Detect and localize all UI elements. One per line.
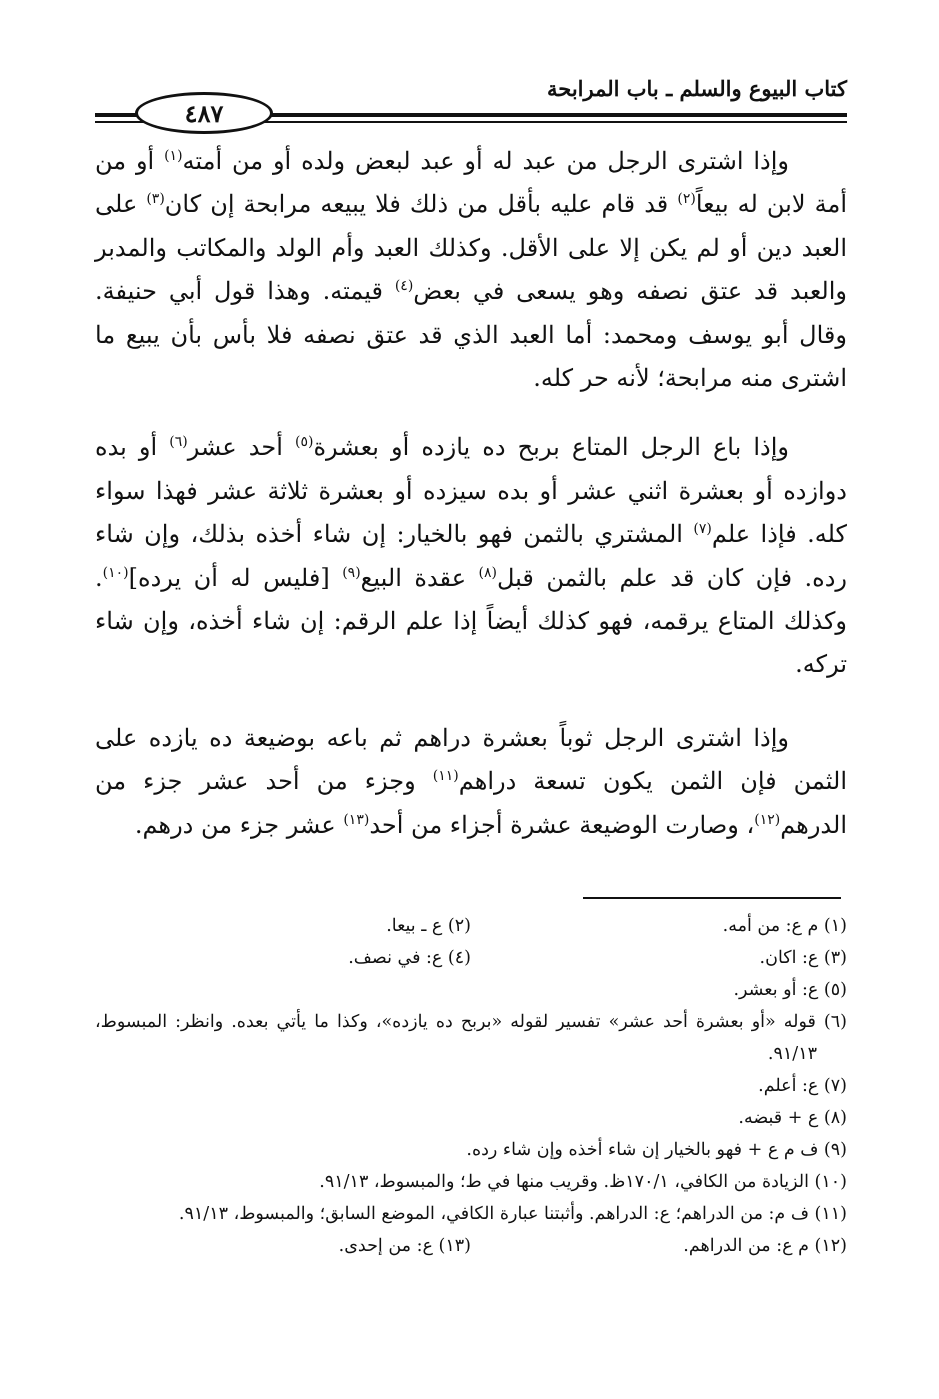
footnote-marker: (٣) <box>146 191 165 208</box>
footnote: (٧) ع: أعلم. <box>758 1076 847 1096</box>
page-number: ٤٨٧ <box>184 98 224 128</box>
text-run: قد قام عليه بأقل من ذلك فلا يبيعه مرابحة إن كان <box>164 190 678 219</box>
footnote: (٨) ع + قبضه. <box>738 1108 847 1128</box>
footnote: (٩) ف م ع + فهو بالخيار إن شاء أخذه وإن شاء رده. <box>466 1140 847 1160</box>
text-run: وجزء من أحد عشر جزء من الدرهم <box>95 767 847 839</box>
footnote-marker: (٦) <box>169 434 188 451</box>
text-run: المشتري بالثمن فهو بالخيار: إن شاء أخذه بذلك، وإن شاء رده. فإن كان قد علم بالثمن قبل <box>95 520 847 592</box>
page-number-badge <box>135 92 273 134</box>
footnote-marker: (١٣) <box>343 811 370 828</box>
footnote-marker: (٧) <box>693 521 712 538</box>
footnote-marker: (١) <box>164 148 183 164</box>
footnote-row <box>95 942 847 974</box>
footnote: (٤) ع: في نصف. <box>348 948 471 968</box>
paragraph <box>95 426 847 686</box>
footnote: (٣) ع: اكان. <box>759 948 847 968</box>
footnote-marker: (١٢) <box>754 811 781 828</box>
footnote-marker: (١٠) <box>102 564 129 581</box>
footnotes <box>95 910 847 1262</box>
footnote: (١٢) م ع: من الدراهم. <box>683 1236 847 1256</box>
running-title: كتاب البيوع والسلم ـ باب المرابحة <box>547 76 847 101</box>
text-run: عقدة البيع <box>360 563 479 592</box>
footnote-separator <box>583 897 841 899</box>
text-run: قيمته. وهذا قول أبي حنيفة. وقال أبو يوسف ومحمد: أما العبد الذي قد عتق نصفه فلا بأس بأن يبيع ما اشترى منه مرابحة؛ لأنه حر كله. <box>95 277 847 393</box>
footnote-row <box>95 1230 847 1262</box>
footnote-marker: (٥) <box>295 434 314 451</box>
text-run: وإذا باع الرجل المتاع بربح ده يازده أو بعشرة <box>313 433 789 462</box>
paragraph <box>95 140 847 400</box>
page-header <box>95 70 847 130</box>
text-run: أو من أمة لابن له بيعاً <box>95 147 847 219</box>
footnote: (٦) قوله «أو بعشرة أحد عشر» تفسير لقوله «بربح ده يازده»، وكذا ما يأتي بعده. وانظر: المبسوط، ٩١/١٣. <box>95 1012 847 1064</box>
text-run: أو بده دوازده أو بعشرة اثني عشر أو بده سيزده أو بعشرة ثلاثة عشر فهذا سواء كله. فإذا علم <box>95 433 847 549</box>
footnote: (١٠) الزيادة من الكافي، ١٧٠/١ظ. وقريب منها في ط؛ والمبسوط، ٩١/١٣. <box>319 1172 847 1192</box>
text-run: عشر جزء من درهم. <box>134 810 344 839</box>
footnote: (٥) ع: أو بعشر. <box>733 980 847 1000</box>
text-run: أحد عشر <box>187 433 295 462</box>
footnote-marker: (١١) <box>432 768 459 785</box>
text-run: ، وصارت الوضيعة عشرة أجزاء من أحد <box>369 810 755 839</box>
footnote: (١٣) ع: من إحدى. <box>338 1236 471 1256</box>
main-text <box>95 140 847 847</box>
paragraph <box>95 717 847 847</box>
footnote: (١) م ع: من أمه. <box>722 916 847 936</box>
text-run: . وكذلك المتاع يرقمه، فهو كذلك أيضاً إذا علم الرقم: إن شاء أخذه، وإن شاء تركه. <box>95 563 847 679</box>
text-run: وإذا اشترى الرجل من عبد له أو عبد لبعض ولده أو من أمته <box>182 147 789 175</box>
text-run: وإذا اشترى الرجل ثوباً بعشرة دراهم ثم باعه بوضيعة ده يازده على الثمن فإن الثمن يكون تسعة دراهم <box>95 723 847 796</box>
footnote: (١١) ف م: من الدراهم؛ ع: الدراهم. وأثبتنا عبارة الكافي، الموضع السابق؛ والمبسوط، ٩١/١٣. <box>178 1204 847 1224</box>
footnote: (٢) ع ـ بيعا. <box>386 916 471 936</box>
text-run: [فليس له أن يرده] <box>128 563 343 592</box>
footnote-marker: (٢) <box>677 191 696 208</box>
text-run: على العبد دين أو لم يكن إلا على الأقل. وكذلك العبد وأم الولد والمكاتب والمدبر والعبد قد عتق نصفه وهو يسعى في بعض <box>95 190 847 306</box>
footnote-marker: (٩) <box>342 564 361 581</box>
footnote-marker: (٤) <box>394 278 414 295</box>
footnote-row <box>95 910 847 942</box>
footnote-marker: (٨) <box>478 564 497 581</box>
